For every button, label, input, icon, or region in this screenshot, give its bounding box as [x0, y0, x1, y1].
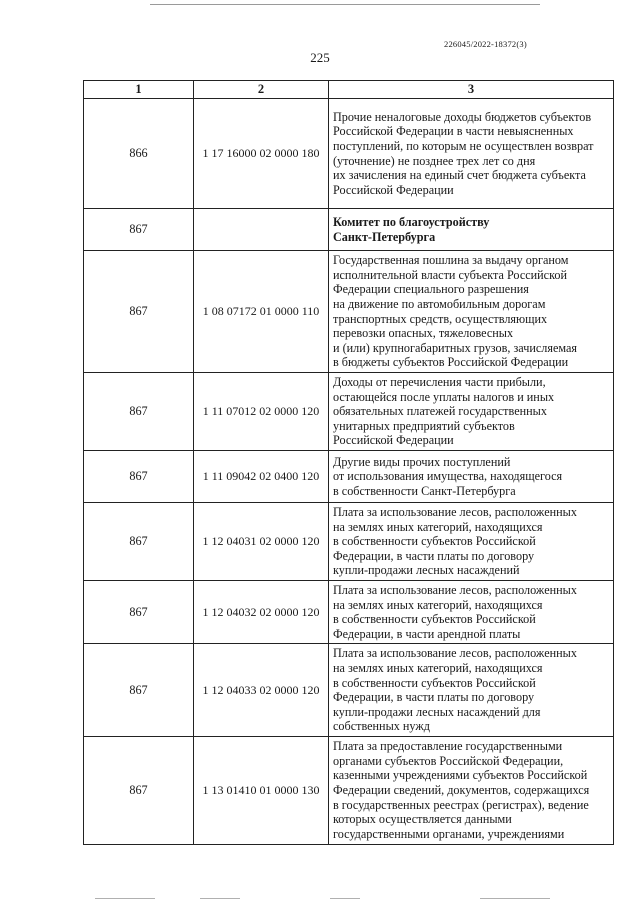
- description-line: их зачисления на единый счет бюджета субъекта: [333, 168, 586, 183]
- table-row: [84, 251, 614, 373]
- description-line: остающейся после уплаты налогов и иных: [333, 389, 555, 404]
- description-line: Российской Федерации: [333, 433, 454, 448]
- table-row: [84, 99, 614, 209]
- description-line: Федерации специального разрешения: [333, 282, 529, 297]
- admin-code-cell: 867: [84, 580, 194, 643]
- description-line: Плата за использование лесов, расположенных: [333, 504, 577, 519]
- description-line: Федерации, в части платы по договору: [333, 690, 535, 705]
- document-registration-number: 226045/2022-18372(3): [444, 39, 527, 49]
- page-number: 225: [310, 50, 330, 65]
- budget-classification-code-cell: 1 12 04033 02 0000 120: [194, 644, 329, 737]
- description-line: Доходы от перечисления части прибыли,: [333, 375, 546, 389]
- revenue-description-cell: [329, 450, 614, 502]
- description-line: органами субъектов Российской Федерации,: [333, 753, 564, 768]
- description-line: Санкт-Петербурга: [333, 229, 436, 244]
- description-line: на движение по автомобильным дорогам: [333, 296, 546, 311]
- description-line: на землях иных категорий, находящихся: [333, 519, 543, 534]
- column-header-1: 1: [84, 81, 194, 99]
- description-line: государственными органами, учреждениями: [333, 826, 565, 841]
- description-line: Государственная пошлина за выдачу органом: [333, 253, 569, 268]
- admin-code-cell: 867: [84, 373, 194, 451]
- description-line: в собственности Санкт-Петербурга: [333, 483, 516, 498]
- description-line: собственных нужд: [333, 719, 430, 734]
- budget-classification-code-cell: 1 08 07172 01 0000 110: [194, 251, 329, 373]
- budget-classification-code-cell: 1 11 09042 02 0400 120: [194, 450, 329, 502]
- description-line: в собственности субъектов Российской: [333, 612, 536, 627]
- description-line: Комитет по благоустройству: [333, 214, 490, 229]
- table-header-row: [84, 81, 614, 99]
- table-row: [84, 209, 614, 251]
- revenue-description-cell: [329, 209, 614, 251]
- revenue-description-cell: [329, 373, 614, 451]
- budget-classification-code-cell: [194, 209, 329, 251]
- admin-code-cell: 867: [84, 450, 194, 502]
- description-line: купли-продажи лесных насаждений: [333, 563, 520, 578]
- budget-classification-code-cell: 1 13 01410 01 0000 130: [194, 736, 329, 844]
- description-line: от использования имущества, находящегося: [333, 469, 563, 484]
- table-row: [84, 373, 614, 451]
- description-line: на землях иных категорий, находящихся: [333, 597, 543, 612]
- description-line: Федерации, в части арендной платы: [333, 626, 521, 641]
- revenue-description-cell: [329, 99, 614, 209]
- description-line: Другие виды прочих поступлений: [333, 454, 511, 469]
- revenue-codes-table: [83, 80, 614, 845]
- revenue-description-cell: [329, 251, 614, 373]
- scan-top-edge-line: [150, 4, 540, 5]
- description-line: Плата за использование лесов, расположенных: [333, 582, 577, 597]
- admin-code-cell: 866: [84, 99, 194, 209]
- description-line: Федерации, в части платы по договору: [333, 548, 535, 563]
- description-line: исполнительной власти субъекта Российской: [333, 267, 568, 282]
- table-row: [84, 502, 614, 580]
- description-line: Российской Федерации в части невыясненных: [333, 124, 574, 139]
- description-line: в государственных реестрах (регистрах), ведение: [333, 797, 589, 812]
- admin-code-cell: 867: [84, 736, 194, 844]
- revenue-description-cell: [329, 580, 614, 643]
- description-line: (уточнение) не позднее трех лет со дня: [333, 153, 536, 168]
- revenue-description-cell: [329, 736, 614, 844]
- description-line: Федерации сведений, документов, содержащихся: [333, 783, 590, 798]
- revenue-description-cell: [329, 644, 614, 737]
- budget-classification-code-cell: 1 12 04032 02 0000 120: [194, 580, 329, 643]
- description-line: Российской Федерации: [333, 182, 454, 197]
- description-line: и (или) крупногабаритных грузов, зачисляемая: [333, 340, 578, 355]
- description-line: в бюджеты субъектов Российской Федерации: [333, 355, 569, 370]
- table-body: [84, 99, 614, 845]
- description-line: унитарных предприятий субъектов: [333, 418, 515, 433]
- description-line: на землях иных категорий, находящихся: [333, 660, 543, 675]
- column-header-3: 3: [329, 81, 614, 99]
- column-header-2: 2: [194, 81, 329, 99]
- admin-code-cell: 867: [84, 502, 194, 580]
- scan-bottom-edge-artifacts: [0, 892, 640, 905]
- description-line: в собственности субъектов Российской: [333, 675, 536, 690]
- description-line: казенными учреждениями субъектов Российской: [333, 768, 588, 783]
- admin-code-cell: 867: [84, 209, 194, 251]
- description-line: в собственности субъектов Российской: [333, 534, 536, 549]
- table-row: [84, 450, 614, 502]
- revenue-description-cell: [329, 502, 614, 580]
- table-row: [84, 736, 614, 844]
- description-line: Прочие неналоговые доходы бюджетов субъектов: [333, 109, 592, 124]
- budget-classification-code-cell: 1 12 04031 02 0000 120: [194, 502, 329, 580]
- table-row: [84, 580, 614, 643]
- description-line: купли-продажи лесных насаждений для: [333, 704, 541, 719]
- table-row: [84, 644, 614, 737]
- description-line: которых осуществляется данными: [333, 812, 512, 827]
- description-line: поступлений, по которым не осуществлен возврат: [333, 138, 594, 153]
- admin-code-cell: 867: [84, 644, 194, 737]
- admin-code-cell: 867: [84, 251, 194, 373]
- budget-classification-code-cell: 1 11 07012 02 0000 120: [194, 373, 329, 451]
- description-line: Плата за использование лесов, расположенных: [333, 646, 577, 661]
- description-line: Плата за предоставление государственными: [333, 739, 563, 754]
- description-line: обязательных платежей государственных: [333, 404, 547, 419]
- description-line: перевозки опасных, тяжеловесных: [333, 326, 514, 341]
- description-line: транспортных средств, осуществляющих: [333, 311, 548, 326]
- budget-classification-code-cell: 1 17 16000 02 0000 180: [194, 99, 329, 209]
